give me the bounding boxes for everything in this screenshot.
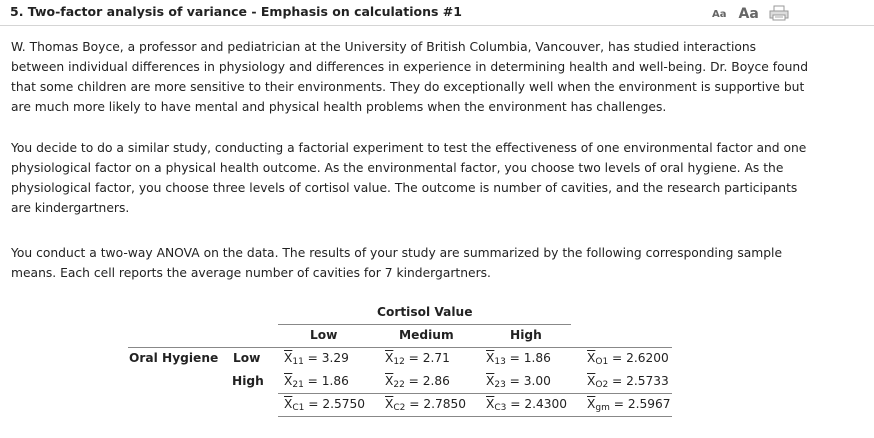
mean-cell: $\overline{X}_{12} = 2.71$ (385, 351, 450, 367)
column-marginal-mean: $\overline{X}_{C1} = 2.5750$ (284, 397, 365, 413)
mean-cell: $\overline{X}_{21} = 1.86$ (284, 374, 349, 390)
header-rule (128, 347, 672, 348)
column-header-medium: Medium (399, 328, 454, 342)
row-label-high: High (232, 374, 264, 388)
question-title: 5. Two-factor analysis of variance - Emphasis on calculations #1 (10, 4, 462, 19)
column-marginal-mean: $\overline{X}_{C2} = 2.7850$ (385, 397, 466, 413)
row-marginal-mean: $\overline{X}_{O2} = 2.5733$ (587, 374, 669, 390)
row-factor-label: Oral Hygiene (129, 351, 219, 365)
increase-font-button[interactable]: Aa (738, 6, 759, 22)
anova-paragraph: You conduct a two-way ANOVA on the data. The results of your study are summarized by the following corresponding sample means. Each cell reports the average number of cavities for 7 kindergartners. (11, 246, 783, 280)
column-header-low: Low (310, 328, 338, 342)
text-tools (712, 3, 789, 23)
mean-cell: $\overline{X}_{23} = 3.00$ (486, 374, 551, 390)
print-icon[interactable] (769, 5, 789, 21)
row-label-low: Low (233, 351, 261, 365)
column-factor-rule (278, 324, 571, 325)
row-marginal-mean: $\overline{X}_{O1} = 2.6200$ (587, 351, 669, 367)
decrease-font-button[interactable]: Aa (712, 9, 727, 20)
grand-mean: $\overline{X}_{gm} = 2.5967$ (587, 397, 671, 413)
mean-cell: $\overline{X}_{13} = 1.86$ (486, 351, 551, 367)
mean-cell: $\overline{X}_{11} = 3.29$ (284, 351, 349, 367)
study-design-paragraph: You decide to do a similar study, conducting a factorial experiment to test the effectiveness of one environmental factor and one physiological factor on a physical health outcome. As the environmental factor, you choose two levels of oral hygiene. As the physiological factor, you choose three levels of cortisol value. The outcome is number of cavities, and the research participants are kindergartners. (11, 141, 807, 215)
column-factor-label: Cortisol Value (377, 305, 473, 319)
mean-cell: $\overline{X}_{22} = 2.86$ (385, 374, 450, 390)
bottom-rule (278, 416, 672, 417)
column-marginal-mean: $\overline{X}_{C3} = 2.4300$ (486, 397, 567, 413)
intro-paragraph: W. Thomas Boyce, a professor and pediatrician at the University of British Columbia, Vancouver, has studied interactions between individual differences in physiology and differences in experience in determining health and well-being. Dr. Boyce found that some children are more sensitive to their environments. They do exceptionally well when the environment is supportive but are much more likely to have mental and physical health problems when the environment has challenges. (11, 40, 808, 114)
question-header (0, 0, 874, 26)
column-header-high: High (510, 328, 542, 342)
marginal-rule (278, 393, 672, 394)
